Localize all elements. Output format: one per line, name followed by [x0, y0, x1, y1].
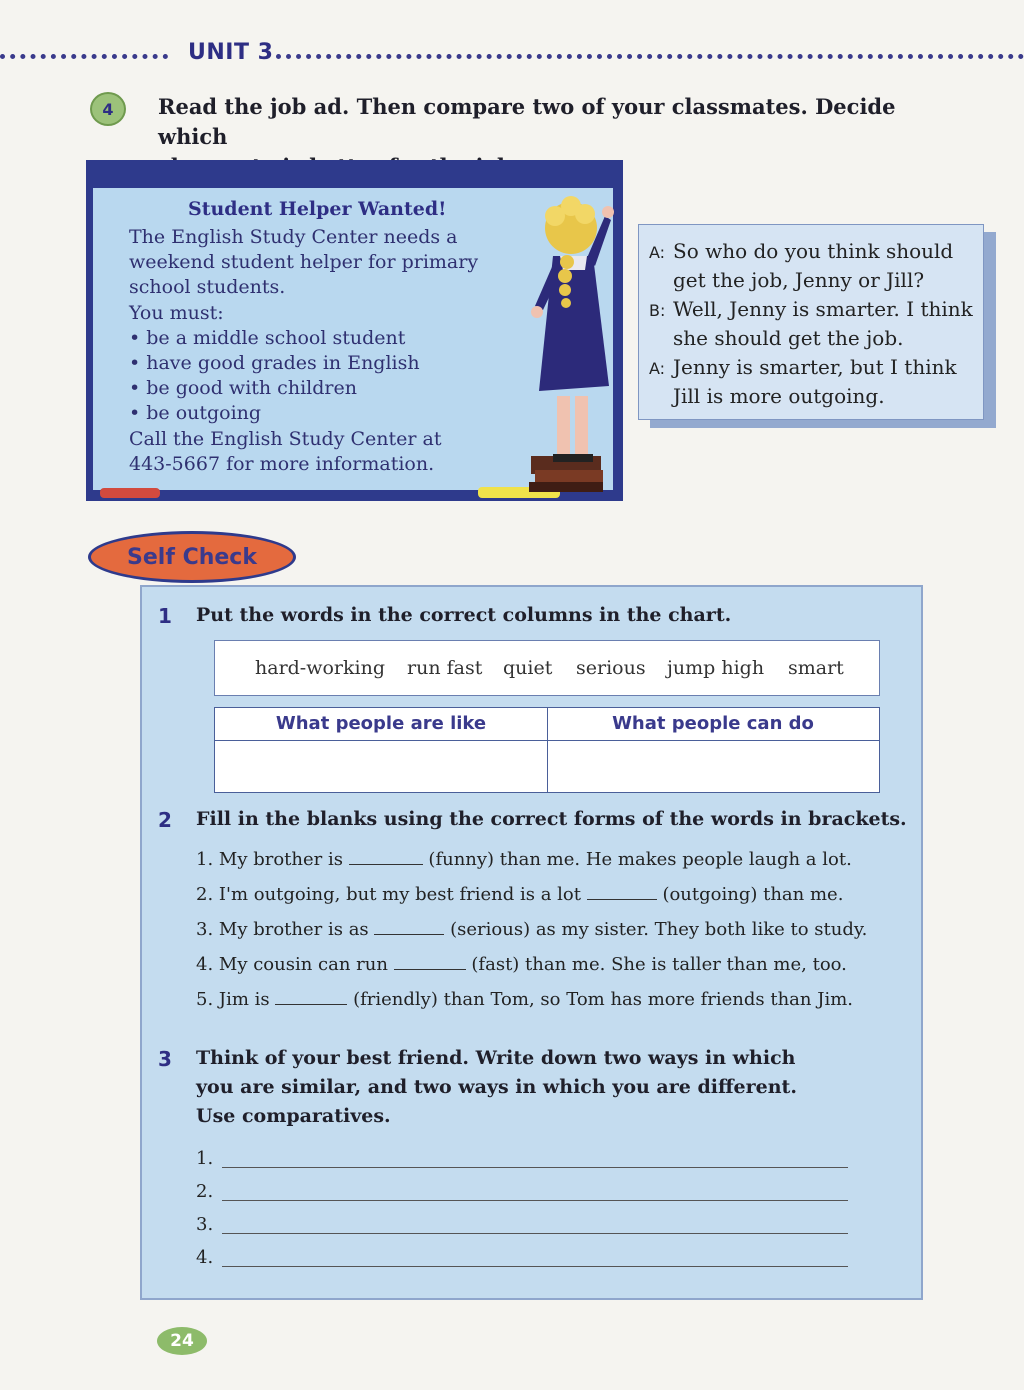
sentence-end: (fast) than me. She is taller than me, too.	[465, 954, 847, 975]
speaker-label: B:	[649, 301, 666, 320]
word-bank-item: hard-working	[255, 657, 386, 679]
red-chalk-illustration	[100, 488, 160, 498]
dialogue-text: get the job, Jenny or Jill?	[673, 268, 925, 292]
sentence-start: 2. I'm outgoing, but my best friend is a lot	[196, 884, 587, 905]
page-number: 24	[157, 1327, 207, 1355]
sentence-end: (outgoing) than me.	[656, 884, 844, 905]
dialogue-line	[649, 266, 924, 295]
word-bank-item: jump high	[667, 657, 765, 679]
sentence-start: 5. Jim is	[196, 989, 276, 1010]
instruction-line: Use comparatives.	[196, 1105, 391, 1127]
dialogue-line	[649, 324, 904, 353]
chart-column-header: What people are like	[275, 713, 487, 734]
dialogue-text: she should get the job.	[673, 326, 904, 350]
header-dots-left	[0, 54, 168, 59]
instruction-line: Read the job ad. Then compare two of your classmates. Decide which	[158, 94, 896, 149]
job-ad-line: • be outgoing	[129, 402, 262, 425]
girl-writing-illustration	[505, 186, 620, 498]
answer-blank[interactable]	[587, 883, 657, 900]
word-bank-item: quiet	[503, 657, 553, 679]
dialogue-line	[649, 382, 885, 411]
sentence-end: (funny) than me. He makes people laugh a lot.	[422, 849, 852, 870]
unit-title: UNIT 3	[188, 40, 274, 65]
fill-in-sentence	[196, 953, 847, 975]
sentence-start: 4. My cousin can run	[196, 954, 394, 975]
answer-blank[interactable]	[374, 918, 444, 935]
question-number: 1	[158, 604, 172, 628]
dialogue-text: So who do you think should	[673, 239, 954, 263]
job-ad-title: Student Helper Wanted!	[188, 198, 447, 220]
self-check-badge: Self Check	[88, 531, 296, 583]
dialogue-line	[649, 295, 973, 325]
writing-line[interactable]	[222, 1167, 848, 1168]
dialogue-line	[649, 353, 957, 383]
question-instruction	[196, 1044, 797, 1131]
job-ad-line: weekend student helper for primary	[129, 251, 479, 274]
sentence-start: 3. My brother is as	[196, 919, 375, 940]
writing-line-number: 2.	[196, 1181, 214, 1202]
chart-answer-cell[interactable]	[551, 743, 879, 791]
job-ad-line: The English Study Center needs a	[129, 226, 458, 248]
dialogue-text: Jenny is smarter, but I think	[673, 355, 957, 379]
speaker-label: A:	[649, 359, 666, 378]
header-dots-right	[276, 54, 1024, 59]
word-bank	[214, 640, 880, 696]
question-instruction: Put the words in the correct columns in the chart.	[196, 604, 732, 626]
dialogue-text: Well, Jenny is smarter. I think	[673, 297, 973, 321]
dialogue-line	[649, 237, 953, 267]
job-ad-line: You must:	[129, 301, 224, 324]
sorting-chart	[214, 707, 880, 793]
question-instruction: Fill in the blanks using the correct forms of the words in brackets.	[196, 808, 907, 830]
dialogue-box	[638, 224, 984, 420]
job-ad-line: • have good grades in English	[129, 352, 420, 375]
sentence-end: (serious) as my sister. They both like to study.	[444, 919, 868, 940]
writing-line-number: 1.	[196, 1148, 214, 1169]
chart-column-header: What people can do	[612, 713, 814, 734]
sentence-start: 1. My brother is	[196, 849, 349, 870]
activity-number-badge: 4	[90, 92, 126, 126]
question-number: 2	[158, 808, 172, 832]
word-bank-item: smart	[788, 657, 844, 679]
answer-blank[interactable]	[275, 988, 347, 1005]
fill-in-sentence	[196, 848, 852, 870]
answer-blank[interactable]	[394, 953, 466, 970]
job-ad-line: • be good with children	[129, 377, 357, 400]
answer-blank[interactable]	[349, 848, 423, 865]
job-ad-line: 443-5667 for more information.	[129, 452, 435, 475]
word-bank-item: run fast	[407, 657, 483, 679]
writing-line-number: 3.	[196, 1214, 214, 1235]
dialogue-text: Jill is more outgoing.	[673, 384, 885, 408]
sentence-end: (friendly) than Tom, so Tom has more friends than Jim.	[347, 989, 853, 1010]
writing-line-number: 4.	[196, 1247, 214, 1268]
job-ad-line: • be a middle school student	[129, 326, 406, 349]
chart-divider	[547, 708, 548, 792]
writing-line[interactable]	[222, 1233, 848, 1234]
writing-line[interactable]	[222, 1200, 848, 1201]
writing-line[interactable]	[222, 1266, 848, 1267]
speaker-label: A:	[649, 243, 666, 262]
chart-answer-cell[interactable]	[217, 743, 545, 791]
instruction-line: you are similar, and two ways in which you are different.	[196, 1076, 797, 1098]
fill-in-sentence	[196, 918, 867, 940]
instruction-line: Think of your best friend. Write down two ways in which	[196, 1047, 796, 1069]
fill-in-sentence	[196, 883, 843, 905]
word-bank-item: serious	[576, 657, 646, 679]
job-ad-line: Call the English Study Center at	[129, 427, 442, 450]
job-ad-body	[129, 225, 478, 477]
job-ad-line: school students.	[129, 276, 286, 299]
question-number: 3	[158, 1047, 172, 1071]
fill-in-sentence	[196, 988, 853, 1010]
